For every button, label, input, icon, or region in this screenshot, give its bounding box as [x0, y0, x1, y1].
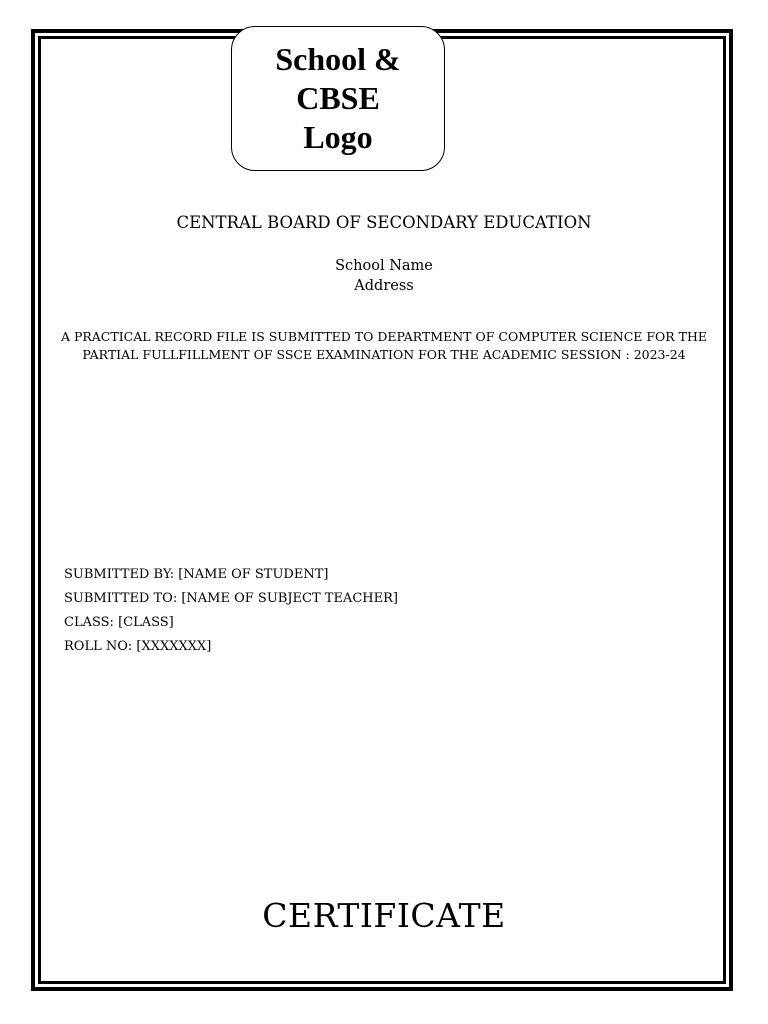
submitted-by: SUBMITTED BY: [NAME OF STUDENT]: [64, 567, 329, 582]
purpose-line-1: A PRACTICAL RECORD FILE IS SUBMITTED TO DEPARTMENT OF COMPUTER SCIENCE FOR THE: [60, 329, 708, 344]
logo-line-1: School &: [275, 41, 401, 77]
purpose-line-2: PARTIAL FULLFILLMENT OF SSCE EXAMINATION FOR THE ACADEMIC SESSION : 2023-24: [82, 347, 686, 362]
submitted-to: SUBMITTED TO: [NAME OF SUBJECT TEACHER]: [64, 591, 398, 606]
page-border-inner: [38, 36, 726, 984]
school-address: Address: [354, 278, 414, 294]
logo-placeholder-text: [248, 40, 428, 157]
class-field: CLASS: [CLASS]: [64, 615, 174, 630]
school-name: School Name: [335, 258, 433, 274]
purpose-statement: [50, 328, 718, 364]
roll-no-field: ROLL NO: [XXXXXXX]: [64, 639, 212, 654]
certificate-title: CERTIFICATE: [262, 896, 506, 935]
logo-line-3: Logo: [303, 119, 373, 155]
board-name: CENTRAL BOARD OF SECONDARY EDUCATION: [176, 213, 592, 232]
school-block: [0, 256, 768, 296]
logo-placeholder: [231, 26, 445, 171]
submission-details: [64, 563, 398, 659]
logo-line-2: CBSE: [296, 80, 380, 116]
